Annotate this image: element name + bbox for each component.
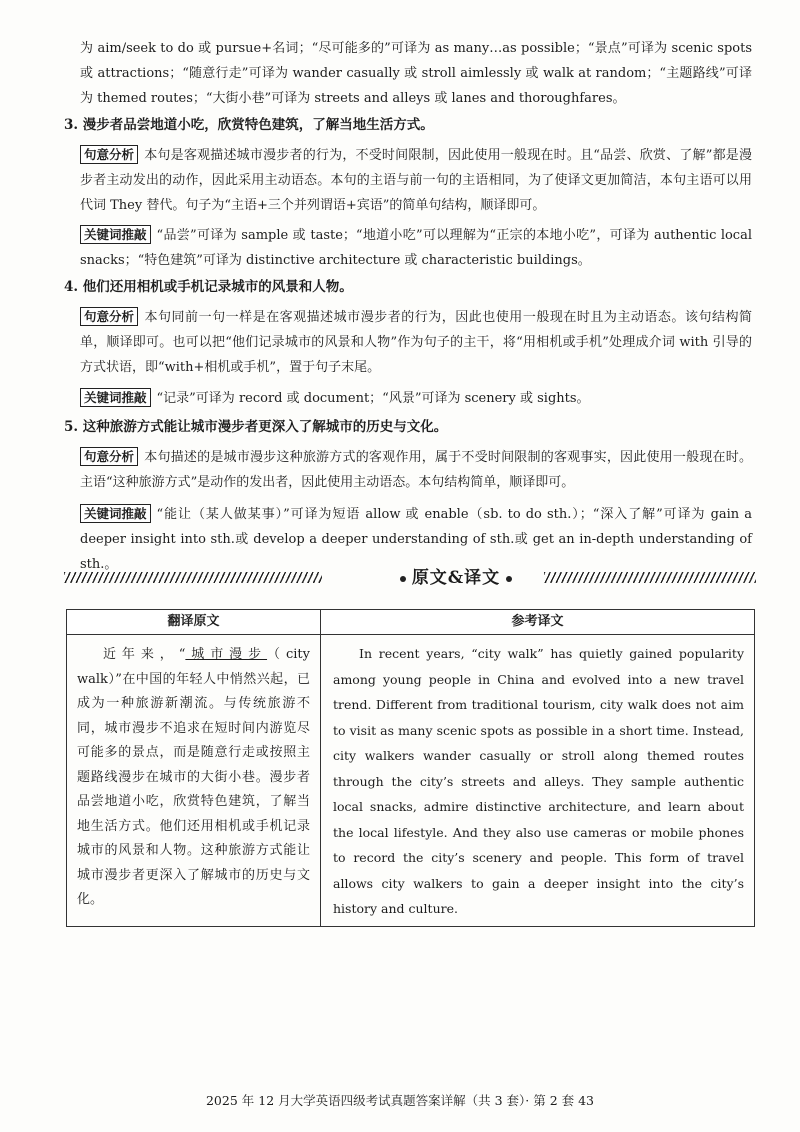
item-5-analysis-text: 本句描述的是城市漫步这种旅游方式的客观作用，属于不受时间限制的客观事实，因此使用一般现在时。主语“这种旅游方式”是动作的发出者，因此使用主动语态。本句结构简单，顺译即可。 (80, 450, 752, 490)
item-3-keywords-text: “品尝”可译为 sample 或 taste；“地道小吃”可以理解为“正宗的本地小吃”，可译为 authentic local snacks；“特色建筑”可译为 distinctive architecture 或 characteristic buildings。 (80, 228, 752, 268)
analysis-tag: 句意分析 (80, 307, 138, 326)
page-footer: 2025 年 12 月大学英语四级考试真题答案详解（共 3 套）· 第 2 套 43 (205, 1093, 594, 1108)
item-4-keywords-text: “记录”可译为 record 或 document；“风景”可译为 scenery 或 sights。 (156, 391, 590, 406)
item-4-number: 4. (64, 279, 79, 295)
source-text-cell: 近年来，“城市漫步（city walk）”在中国的年轻人中悄然兴起，已成为一种旅游新潮流。与传统旅游不同，城市漫步不追求在短时间内游览尽可能多的景点，而是随意行走或按照主题路线漫步在城市的大街小巷。漫步者品尝地道小吃，欣赏特色建筑，了解当地生活方式。他们还用相机或手机记录城市的风景和人物。这种旅游方式能让城市漫步者更深入了解城市的历史与文化。 (67, 635, 321, 927)
item-5-sentence: 这种旅游方式能让城市漫步者更深入了解城市的历史与文化。 (82, 419, 448, 435)
item-4-keywords (80, 386, 752, 411)
item-5-number: 5. (64, 419, 79, 435)
bullet-icon (400, 576, 406, 582)
section-title (386, 566, 526, 590)
keywords-tag: 关键词推敲 (80, 225, 151, 244)
underlined-term: 城市漫步 (185, 647, 268, 662)
item-3-title (64, 114, 754, 136)
item-4-sentence: 他们还用相机或手机记录城市的风景和人物。 (82, 279, 353, 295)
section-title-text: 原文&译文 (411, 568, 501, 588)
item-5-title (64, 416, 754, 438)
item-5-analysis (80, 445, 752, 495)
source-column-header: 翻译原文 (67, 610, 321, 635)
reference-column-header: 参考译文 (321, 610, 755, 635)
item-3-analysis (80, 143, 752, 218)
item-3-number: 3. (64, 117, 79, 133)
reference-text-cell: In recent years, “city walk” has quietly gained popularity among young people in China and evolved into a new travel trend. Different from traditional tourism, city walk does not aim to visit as many scenic spots as possible in a short time. Instead, city walkers wander casually or stroll along themed routes through the city’s streets and alleys. They sample authentic local snacks, admire distinctive architecture, and learn about the local lifestyle. And they also use cameras or mobile phones to record the city’s scenery and people. This form of travel allows city walkers to gain a deeper insight into the city’s history and culture. (321, 635, 755, 927)
keywords-tag: 关键词推敲 (80, 504, 151, 523)
table-row (67, 635, 755, 927)
banner-hatch-right (544, 572, 756, 583)
item-3-sentence: 漫步者品尝地道小吃，欣赏特色建筑，了解当地生活方式。 (82, 117, 434, 133)
section-banner (64, 566, 756, 590)
bullet-icon (506, 576, 512, 582)
table-header-row (67, 610, 755, 635)
banner-hatch-left (64, 572, 322, 583)
translation-table (66, 609, 755, 927)
item-4-title (64, 276, 754, 298)
item-3-keywords (80, 223, 752, 273)
analysis-tag: 句意分析 (80, 447, 138, 466)
keywords-tag: 关键词推敲 (80, 388, 151, 407)
item-3-analysis-text: 本句是客观描述城市漫步者的行为，不受时间限制，因此使用一般现在时。且“品尝、欣赏、了解”都是漫步者主动发出的动作，因此采用主动语态。本句的主语与前一句的主语相同，为了使译文更加简洁，本句主语可以用代词 They 替代。句子为“主语+三个并列谓语+宾语”的简单句结构，顺译即可。 (80, 148, 752, 213)
analysis-tag: 句意分析 (80, 145, 138, 164)
intro-paragraph: 为 aim/seek to do 或 pursue+名词；“尽可能多的”可译为 as many…as possible；“景点”可译为 scenic spots 或 attractions；“随意行走”可译为 wander casually 或 stroll aimlessly 或 walk at random；“主题路线”可译为 themed routes；“大街小巷”可译为 streets and alleys 或 lanes and thoroughfares。 (80, 41, 752, 106)
item-4-analysis-text: 本句同前一句一样是在客观描述城市漫步者的行为，因此也使用一般现在时且为主动语态。该句结构简单，顺译即可。也可以把“他们记录城市的风景和人物”作为句子的主干，将“用相机或手机”处理成介词 with 引导的方式状语，即“with+相机或手机”，置于句子末尾。 (80, 310, 752, 375)
item-5-keywords-text: “能让（某人做某事）”可译为短语 allow 或 enable（sb. to do sth.）；“深入了解”可译为 gain a deeper insight into sth.或 develop a deeper understanding of sth.或 get an in-depth understanding of sth.。 (80, 507, 752, 572)
item-4-analysis (80, 305, 752, 380)
